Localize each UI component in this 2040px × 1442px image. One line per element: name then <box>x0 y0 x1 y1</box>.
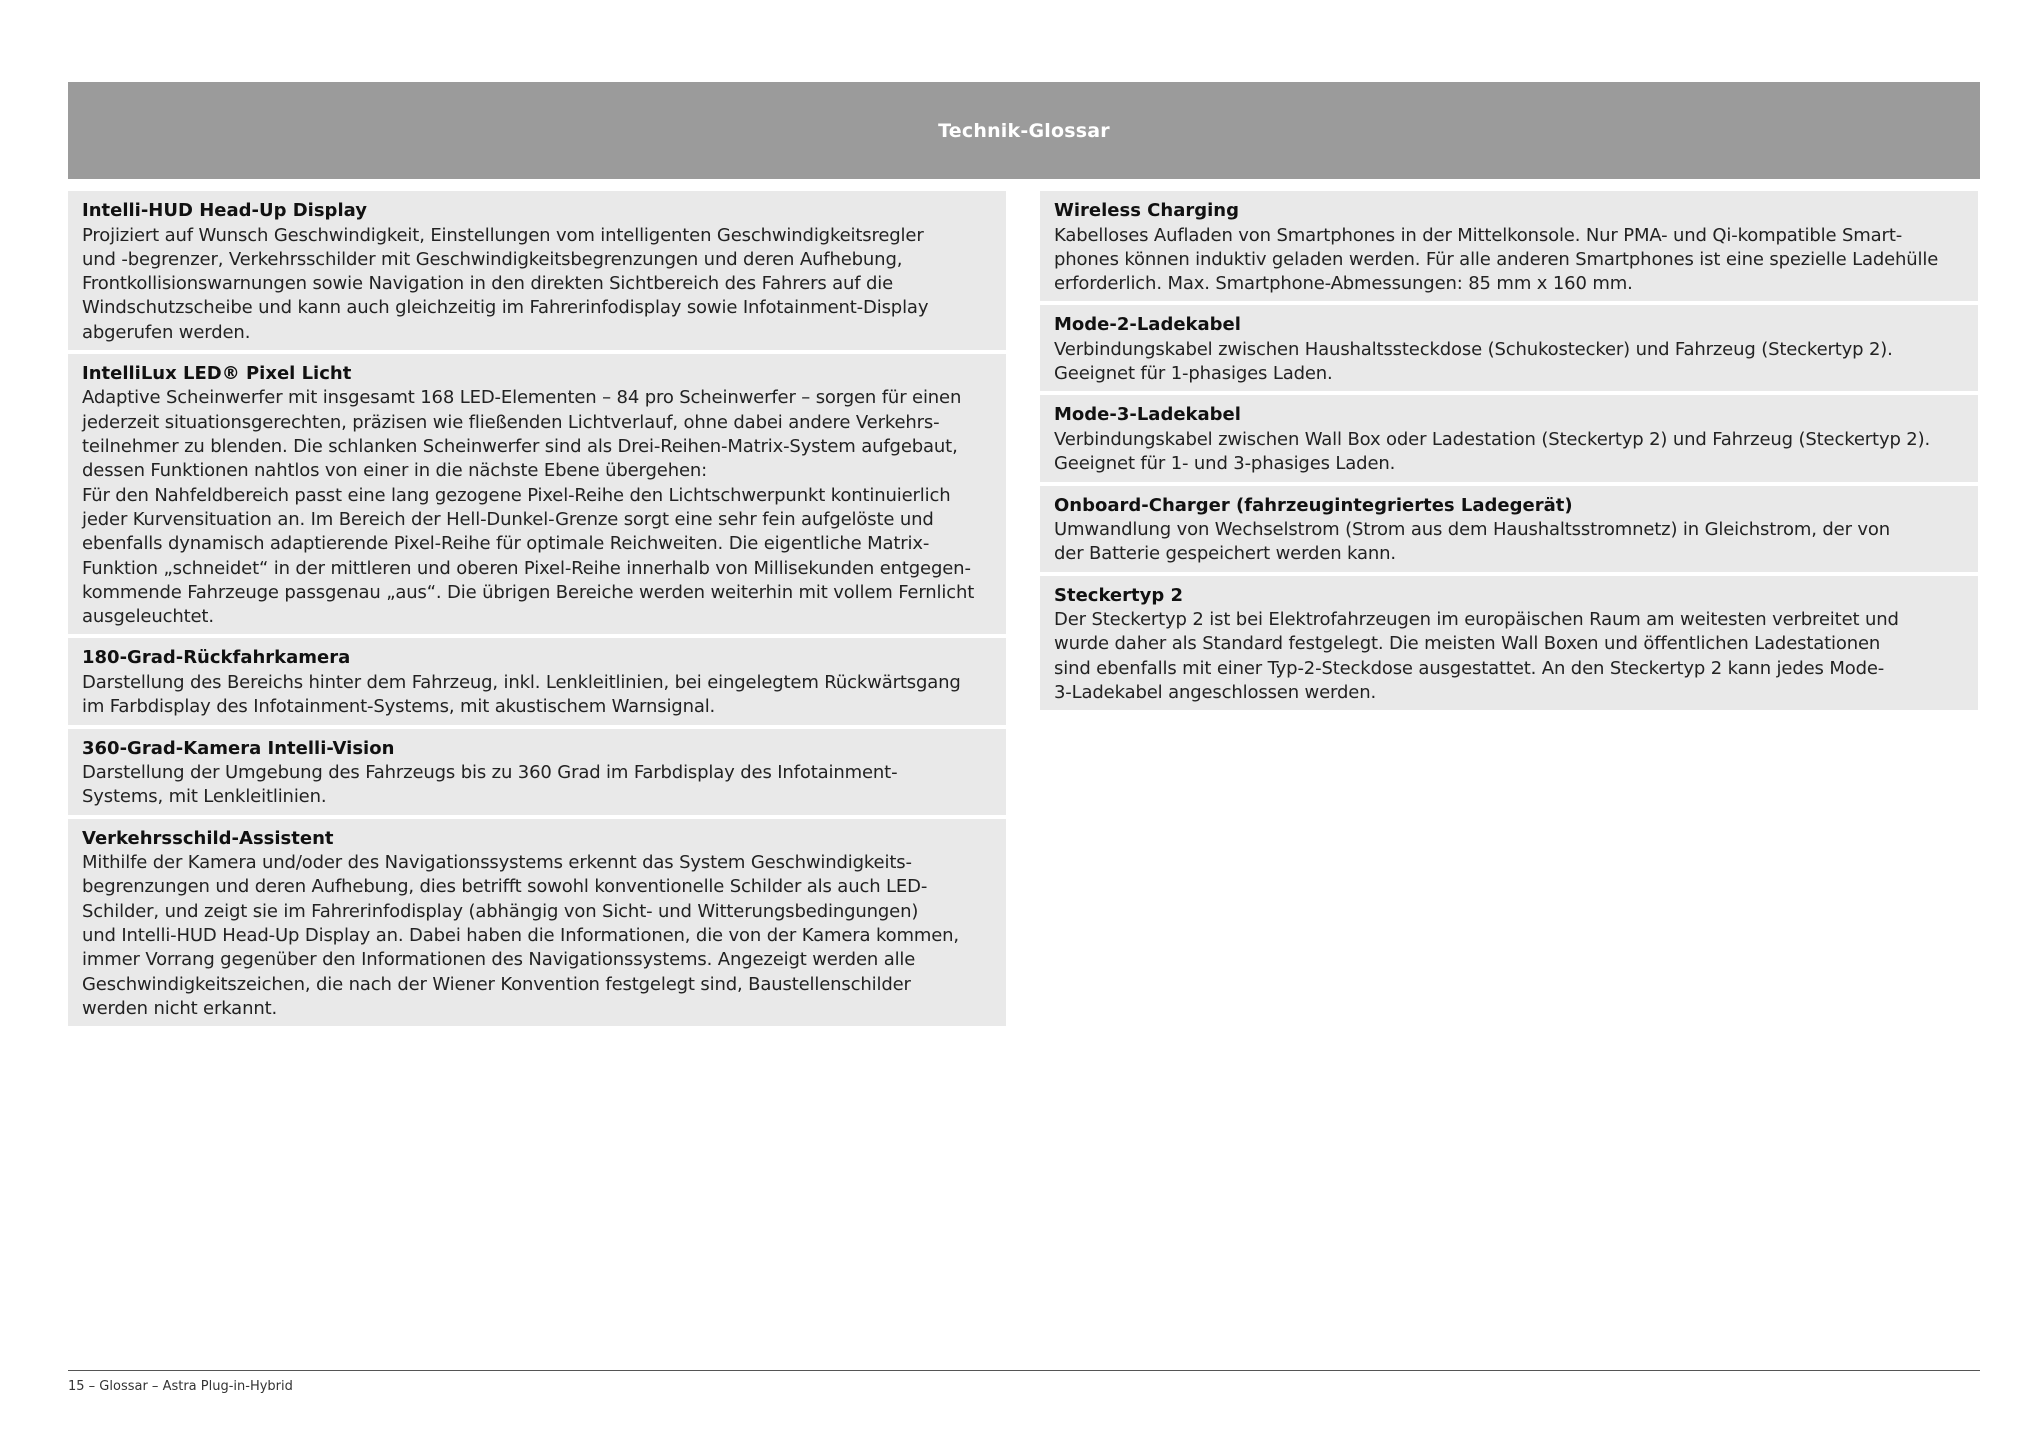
glossary-entry-text: Mithilfe der Kamera und/oder des Navigationssystems erkennt das System Geschwindigkeits- begrenzungen und deren Aufhebung, dies betrifft sowohl konventionelle Schilder als auch LED- Schilder, und zeigt sie im Fahrerinfodisplay (abhängig von Sicht- und Witterungsbedingungen) und Intelli-HUD Head-Up Display an. Dabei haben die Informationen, die von der Kamera kommen, immer Vorrang gegenüber den Informationen des Navigationssystems. Angezeigt werden alle Geschwindigkeitszeichen, die nach der Wiener Konvention festgelegt sind, Baustellenschilder werden nicht erkannt. <box>82 852 959 1019</box>
glossary-entry-text: Darstellung der Umgebung des Fahrzeugs bis zu 360 Grad im Farbdisplay des Infotainment- Systems, mit Lenkleitlinien. <box>82 762 898 808</box>
footer-divider <box>68 1370 1980 1371</box>
glossary-entry-text: Adaptive Scheinwerfer mit insgesamt 168 LED-Elementen – 84 pro Scheinwerfer – sorgen für einen jederzeit situationsgerechten, präzisen wie fließenden Lichtverlauf, ohne dabei andere Verkehrs- teilnehmer zu blenden. Die schlanken Scheinwerfer sind als Drei-Reihen-Matrix-System aufgebaut, dessen Funktionen nahtlos von einer in die nächste Ebene übergehen: Für den Nahfeldbereich passt eine lang gezogene Pixel-Reihe den Lichtschwerpunkt kontinuierlich jeder Kurvensituation an. Im Bereich der Hell-Dunkel-Grenze sorgt eine sehr fein aufgelöste und ebenfalls dynamisch adaptierende Pixel-Reihe für optimale Reichweiten. Die eigentliche Matrix- Funktion „schneidet“ in der mittleren und oberen Pixel-Reihe innerhalb von Millisekunden entgegen- kommende Fahrzeuge passgenau „aus“. Die übrigen Bereiche werden weiterhin mit vollem Fernlicht ausgeleuchtet. <box>82 387 975 628</box>
glossary-entry-text: Kabelloses Aufladen von Smartphones in der Mittelkonsole. Nur PMA- und Qi-kompatible Smart- phones können induktiv geladen werden. Für alle anderen Smartphones ist eine spezielle Ladehülle erforderlich. Max. Smartphone-Abmessungen: 85 mm x 160 mm. <box>1054 224 1939 295</box>
glossary-entry-title: Verkehrsschild-Assistent <box>82 827 334 849</box>
glossary-right-column <box>1040 191 1978 714</box>
glossary-entry-text: Verbindungskabel zwischen Haushaltssteckdose (Schukostecker) und Fahrzeug (Steckertyp 2). Geeignet für 1-phasiges Laden. <box>1054 338 1893 385</box>
glossary-entry-wireless-charging <box>1040 191 1978 301</box>
glossary-entry-title: Steckertyp 2 <box>1054 584 1184 606</box>
glossary-entry-360-camera <box>68 729 1006 815</box>
glossary-entry-180-camera <box>68 638 1006 724</box>
glossary-entry-traffic-sign-assistant <box>68 819 1006 1027</box>
glossary-entry-text: Projiziert auf Wunsch Geschwindigkeit, Einstellungen vom intelligenten Geschwindigkeitsregler und -begrenzer, Verkehrsschilder mit Geschwindigkeitsbegrenzungen und deren Aufhebung, Frontkollisionswarnungen sowie Navigation in den direkten Sichtbereich des Fahrers auf die Windschutzscheibe und kann auch gleichzeitig im Fahrerinfodisplay sowie Infotainment-Display abgerufen werden. <box>82 224 929 343</box>
glossary-entry-title: Mode-2-Ladekabel <box>1054 314 1241 336</box>
glossary-entry-title: Wireless Charging <box>1054 200 1239 221</box>
glossary-entry-intellilux <box>68 354 1006 634</box>
glossary-header-bar <box>68 82 1980 179</box>
glossary-entry-title: 360-Grad-Kamera Intelli-Vision <box>82 737 395 759</box>
glossary-left-column <box>68 191 1006 1030</box>
glossary-entry-text: Verbindungskabel zwischen Wall Box oder Ladestation (Steckertyp 2) und Fahrzeug (Steckertyp 2). Geeignet für 1- und 3-phasiges Laden. <box>1054 428 1931 475</box>
glossary-entry-mode-2-cable <box>1040 305 1978 391</box>
glossary-entry-title: Mode-3-Ladekabel <box>1054 404 1241 426</box>
glossary-entry-connector-type-2 <box>1040 576 1978 711</box>
glossary-entry-intelli-hud <box>68 191 1006 350</box>
page-title: Technik-Glossar <box>938 119 1110 142</box>
glossary-entry-mode-3-cable <box>1040 395 1978 481</box>
glossary-entry-title: Onboard-Charger (fahrzeugintegriertes Ladegerät) <box>1054 494 1573 516</box>
glossary-entry-text: Der Steckertyp 2 ist bei Elektrofahrzeugen im europäischen Raum am weitesten verbreitet und wurde daher als Standard festgelegt. Die meisten Wall Boxen und öffentlichen Ladestationen sind ebenfalls mit einer Typ-2-Steckdose ausgestattet. An den Steckertyp 2 kann jedes Mode- 3-Ladekabel angeschlossen werden. <box>1054 609 1899 704</box>
glossary-entry-onboard-charger <box>1040 486 1978 572</box>
glossary-entry-title: IntelliLux LED® Pixel Licht <box>82 362 352 384</box>
glossary-entry-text: Umwandlung von Wechselstrom (Strom aus dem Haushaltsstromnetz) in Gleichstrom, der von der Batterie gespeichert werden kann. <box>1054 519 1891 565</box>
page-footer: 15 – Glossar – Astra Plug-in-Hybrid <box>68 1379 293 1394</box>
glossary-entry-title: 180-Grad-Rückfahrkamera <box>82 647 351 669</box>
glossary-entry-text: Darstellung des Bereichs hinter dem Fahrzeug, inkl. Lenkleitlinien, bei eingelegtem Rückwärtsgang im Farbdisplay des Infotainment-Systems, mit akustischem Warnsignal. <box>82 671 961 718</box>
glossary-entry-title: Intelli-HUD Head-Up Display <box>82 200 367 221</box>
